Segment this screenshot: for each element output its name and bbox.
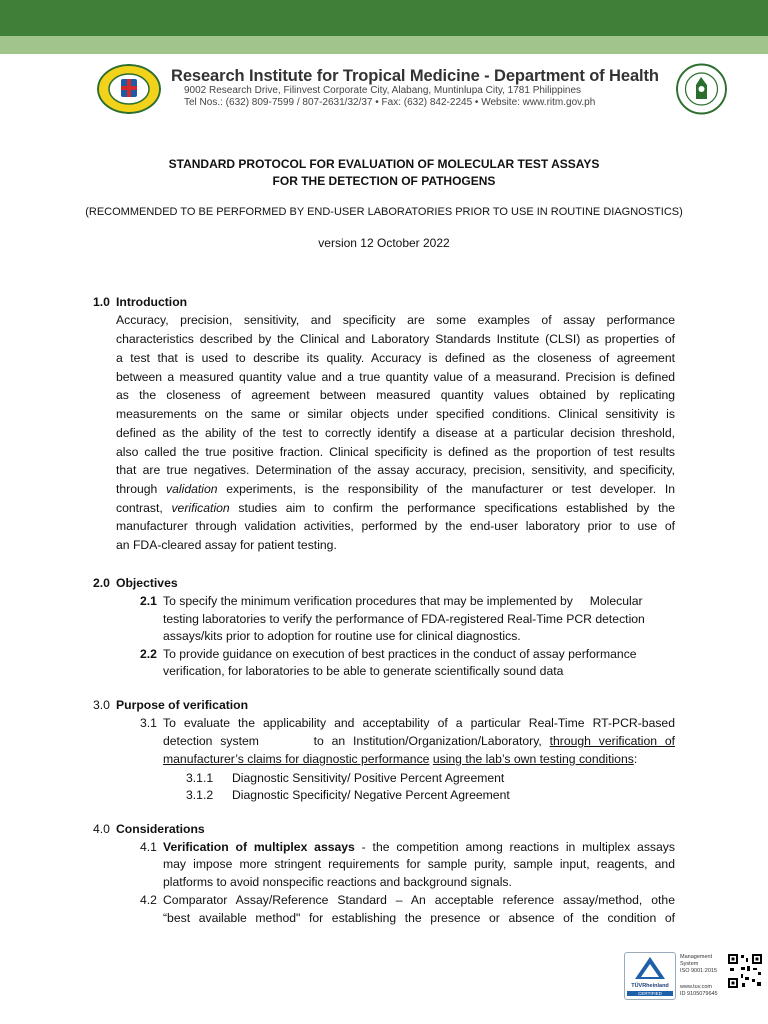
item-line: [163, 838, 675, 857]
section-title: Purpose of verification: [116, 698, 249, 712]
tuv-certification-logo: [624, 952, 676, 1000]
paragraph-line: between a measured quantity value and a true quantity value of a measurand. Precision is defined: [116, 370, 675, 384]
institute-name: Research Institute for Tropical Medicine - Department of Health: [171, 67, 659, 85]
mgmt-label: Management: [680, 954, 713, 960]
text-run-underlined: through verification of: [549, 734, 676, 748]
subitem-number: 3.1.2: [186, 788, 214, 802]
section-title: Objectives: [116, 576, 178, 590]
text-run: through: [116, 482, 158, 496]
text-run-underlined: manufacturer’s claims for diagnostic performance: [163, 752, 430, 766]
paragraph-line: that are true negatives. Determination of the assay accuracy, precision, sensitivity, and specificity,: [116, 463, 675, 477]
section-title: Introduction: [116, 295, 188, 309]
text-run: contrast,: [116, 501, 163, 515]
header-band-light: [0, 36, 768, 54]
paragraph-line: an FDA-cleared assay for patient testing.: [116, 538, 337, 552]
mgmt-label: System: [680, 961, 699, 967]
doh-seal-logo: [97, 64, 161, 114]
item-line: Comparator Assay/Reference Standard – An acceptable reference assay/method, othe: [163, 893, 675, 907]
ritm-seal-logo: [676, 63, 727, 115]
item-number: 4.1: [140, 840, 157, 854]
paragraph-line: measurements on the same or similar objects under specified conditions. Clinical sensitivity is: [116, 407, 675, 421]
paragraph-line: as the closeness of agreement between measured quantity values obtained by replicating: [116, 388, 675, 402]
text-run-bold: Verification of multiplex assays: [163, 840, 355, 854]
item-number: 3.1: [140, 716, 157, 730]
subitem-text: Diagnostic Specificity/ Negative Percent Agreement: [232, 788, 510, 802]
item-line: “best available method" for establishing the presence or absence of the condition of: [163, 911, 675, 925]
item-line: platforms to avoid nonspecific reactions and background signals.: [163, 875, 512, 889]
iso-label: ISO 9001:2015: [680, 968, 718, 974]
subitem-text: Diagnostic Sensitivity/ Positive Percent Agreement: [232, 771, 505, 785]
section-number: 3.0: [93, 698, 110, 712]
text-run: :: [633, 752, 638, 766]
text-run-italic: verification: [171, 501, 230, 515]
item-line: To evaluate the applicability and acceptability of a particular Real-Time RT-PCR-based: [163, 716, 675, 730]
doc-version: version 12 October 2022: [318, 236, 450, 250]
text-run: detection system to an Institution/Organization/Laboratory,: [163, 734, 542, 748]
text-run: experiments, is the responsibility of the manufacturer or test developer. In: [226, 482, 675, 496]
item-line: assays/kits prior to adoption for routine use for clinical diagnostics.: [163, 629, 521, 643]
tuv-certified: CERTIFIED: [627, 991, 673, 996]
tuv-site: www.tuv.com: [680, 984, 712, 990]
item-line: [163, 732, 675, 751]
text-run: - the competition among reactions in multiplex assays: [361, 840, 675, 854]
paragraph-line: Accuracy, precision, sensitivity, and specificity are some examples of assay performance: [116, 313, 675, 327]
tuv-triangle-icon: [625, 953, 675, 983]
text-run-italic: validation: [166, 482, 218, 496]
item-line: may impose more stringent requirements for sample purity, sample input, reagents, and: [163, 857, 675, 871]
institute-contact: Tel Nos.: (632) 809-7599 / 807-2631/32/37 • Fax: (632) 842-2245 • Website: www.ritm.gov.ph: [184, 97, 596, 108]
tuv-brand: TÜVRheinland: [631, 983, 669, 989]
subitem-number: 3.1.1: [186, 771, 214, 785]
institute-address: 9002 Research Drive, Filinvest Corporate City, Alabang, Muntinlupa City, 1781 Philippines: [184, 85, 582, 96]
item-line: testing laboratories to verify the performance of FDA-registered Real-Time PCR detection: [163, 612, 645, 626]
qr-code-icon: [727, 953, 763, 989]
header-band-dark: [0, 0, 768, 36]
item-number: 2.2: [140, 647, 157, 661]
paragraph-line: a test that is used to describe its quality. Accuracy is defined as the closeness of agreement: [116, 351, 675, 365]
paragraph-line: also called the true positive fraction. Clinical specificity is defined as the proportion of test results: [116, 445, 675, 459]
paragraph-line: defined as the ability of the test to correctly identify a disease at a particular decision threshold,: [116, 426, 675, 440]
section-title: Considerations: [116, 822, 205, 836]
item-line: [163, 750, 637, 769]
cert-id: ID 9105079645: [680, 991, 718, 997]
text-run-underlined: using the lab’s own testing conditions: [432, 752, 634, 766]
paragraph-line: manufacturer through validation activities, performed by the end-user laboratory prior to use of: [116, 519, 675, 533]
item-number: 4.2: [140, 893, 157, 907]
doc-title-line-2: FOR THE DETECTION OF PATHOGENS: [272, 174, 496, 188]
paragraph-line: characteristics described by the Clinical and Laboratory Standards Institute (CLSI) as properties of: [116, 332, 675, 346]
section-number: 1.0: [93, 295, 110, 309]
paragraph-line: [116, 499, 675, 518]
item-line: To provide guidance on execution of best practices in the conduct of assay performance: [163, 647, 637, 661]
doc-subtitle: (RECOMMENDED TO BE PERFORMED BY END-USER LABORATORIES PRIOR TO USE IN ROUTINE DIAGNOSTICS): [85, 206, 683, 218]
item-number: 2.1: [140, 594, 157, 608]
item-line: verification, for laboratories to be able to generate scientifically sound data: [163, 664, 564, 678]
section-number: 2.0: [93, 576, 110, 590]
doc-title-line-1: STANDARD PROTOCOL FOR EVALUATION OF MOLECULAR TEST ASSAYS: [168, 157, 600, 171]
item-line: To specify the minimum verification procedures that may be implemented by Molecular: [163, 594, 643, 608]
paragraph-line: [116, 480, 675, 499]
text-run: studies aim to confirm the performance specifications established by the: [238, 501, 676, 515]
section-number: 4.0: [93, 822, 110, 836]
